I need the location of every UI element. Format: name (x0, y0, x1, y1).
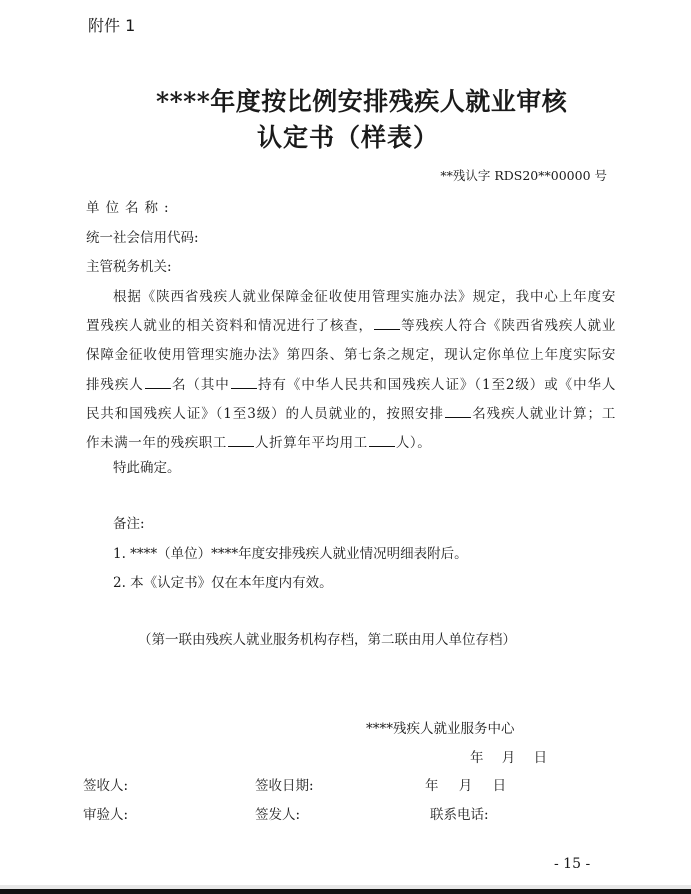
blank-line (231, 376, 257, 389)
issuer-organization: ****残疾人就业服务中心 (366, 721, 515, 737)
document-title-line2: 认定书（样表） (257, 123, 440, 152)
body-text: 持有《中华人民共和国残疾人证》（1至2级）或《中华人民共和国残疾人证》（1至3级）的人员就业的，按照安排 (86, 376, 617, 422)
note-item: 1. ****（单位）****年度安排残疾人就业情况明细表附后。 (113, 546, 468, 562)
attachment-label: 附件 1 (88, 16, 136, 35)
receiver-label: 签收人: (83, 778, 129, 794)
unit-name-field: 单位名称: (86, 200, 175, 216)
reviewer-label: 审验人: (83, 807, 129, 823)
body-text: 等残疾人符合《陕西省残疾人就业保障金征收使用管理实施办法》第四条、第七条之规定，现认定你单位上年度实际安排残疾人 (86, 318, 617, 393)
body-paragraph (86, 283, 616, 458)
body-text: 根据《陕西省残疾人就业保障金征收使用管理实施办法》规定，我中心上年度安置残疾人就业的相关资料和情况进行了核查， (86, 289, 616, 335)
notes-heading: 备注: (113, 516, 145, 532)
document-number: **残认字 RDS20**00000 号 (440, 168, 607, 183)
issuer-date: 年 月 日 (470, 750, 548, 766)
confirmation-text: 特此确定。 (113, 460, 181, 476)
body-text: 人折算年平均用工 (255, 435, 368, 452)
blank-line (228, 434, 254, 447)
page-bottom-border (0, 889, 691, 894)
document-title-line1: ****年度按比例安排残疾人就业审核 (156, 87, 568, 116)
page-number: - 15 - (554, 856, 591, 872)
receive-date: 年 月 日 (425, 778, 507, 794)
blank-line (374, 317, 400, 330)
receive-date-label: 签收日期: (255, 778, 314, 794)
body-text: 人）。 (395, 435, 432, 452)
copies-note: （第一联由残疾人就业服务机构存档，第二联由用人单位存档） (138, 632, 516, 648)
blank-line (145, 376, 171, 389)
phone-label: 联系电话: (430, 807, 489, 823)
body-text: 名（其中 (171, 376, 230, 393)
note-item: 2. 本《认定书》仅在本年度内有效。 (113, 575, 333, 591)
issuer-signer-label: 签发人: (255, 807, 301, 823)
blank-line (445, 405, 471, 418)
body-text: 名残疾人就业计算；工作未满一年的残疾职工 (86, 405, 616, 452)
tax-authority-field: 主管税务机关: (86, 259, 172, 275)
credit-code-field: 统一社会信用代码: (86, 230, 199, 246)
blank-line (369, 434, 395, 447)
